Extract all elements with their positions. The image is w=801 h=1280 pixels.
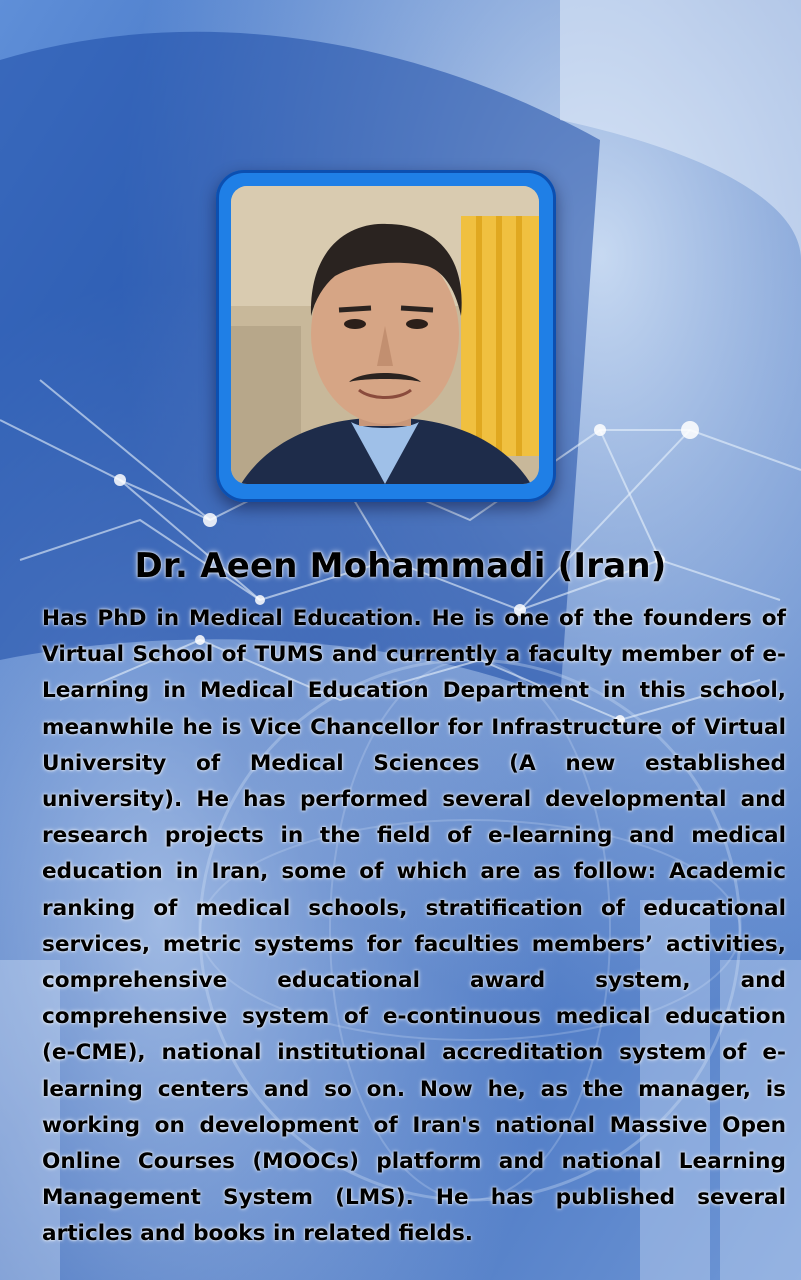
speaker-bio: Has PhD in Medical Education. He is one of the founders of Virtual School of TUMS and currently a faculty member of e-Learning in Medical Education Department in this school, meanwhile he is Vice Chancellor for Infrastructure of Virtual University of Medical Sciences (A new established university). He has performed several developmental and research projects in the field of e-learning and medical education in Iran, some of which are as follow: Academic ranking of medical schools, stratification of educational services, metric systems for faculties members’ activities, comprehensive educational award system, and comprehensive system of e-continuous medical education (e-CME), national institutional accreditation system of e-learning centers and so on. Now he, as the manager, is working on development of Iran's national Massive Open Online Courses (MOOCs) platform and national Learning Management System (LMS). He has published several articles and books in related fields. bbox=[42, 606, 786, 1247]
portrait-photo bbox=[231, 186, 539, 484]
speaker-name: Dr. Aeen Mohammadi (Iran) bbox=[134, 546, 667, 586]
portrait-frame bbox=[216, 170, 556, 502]
